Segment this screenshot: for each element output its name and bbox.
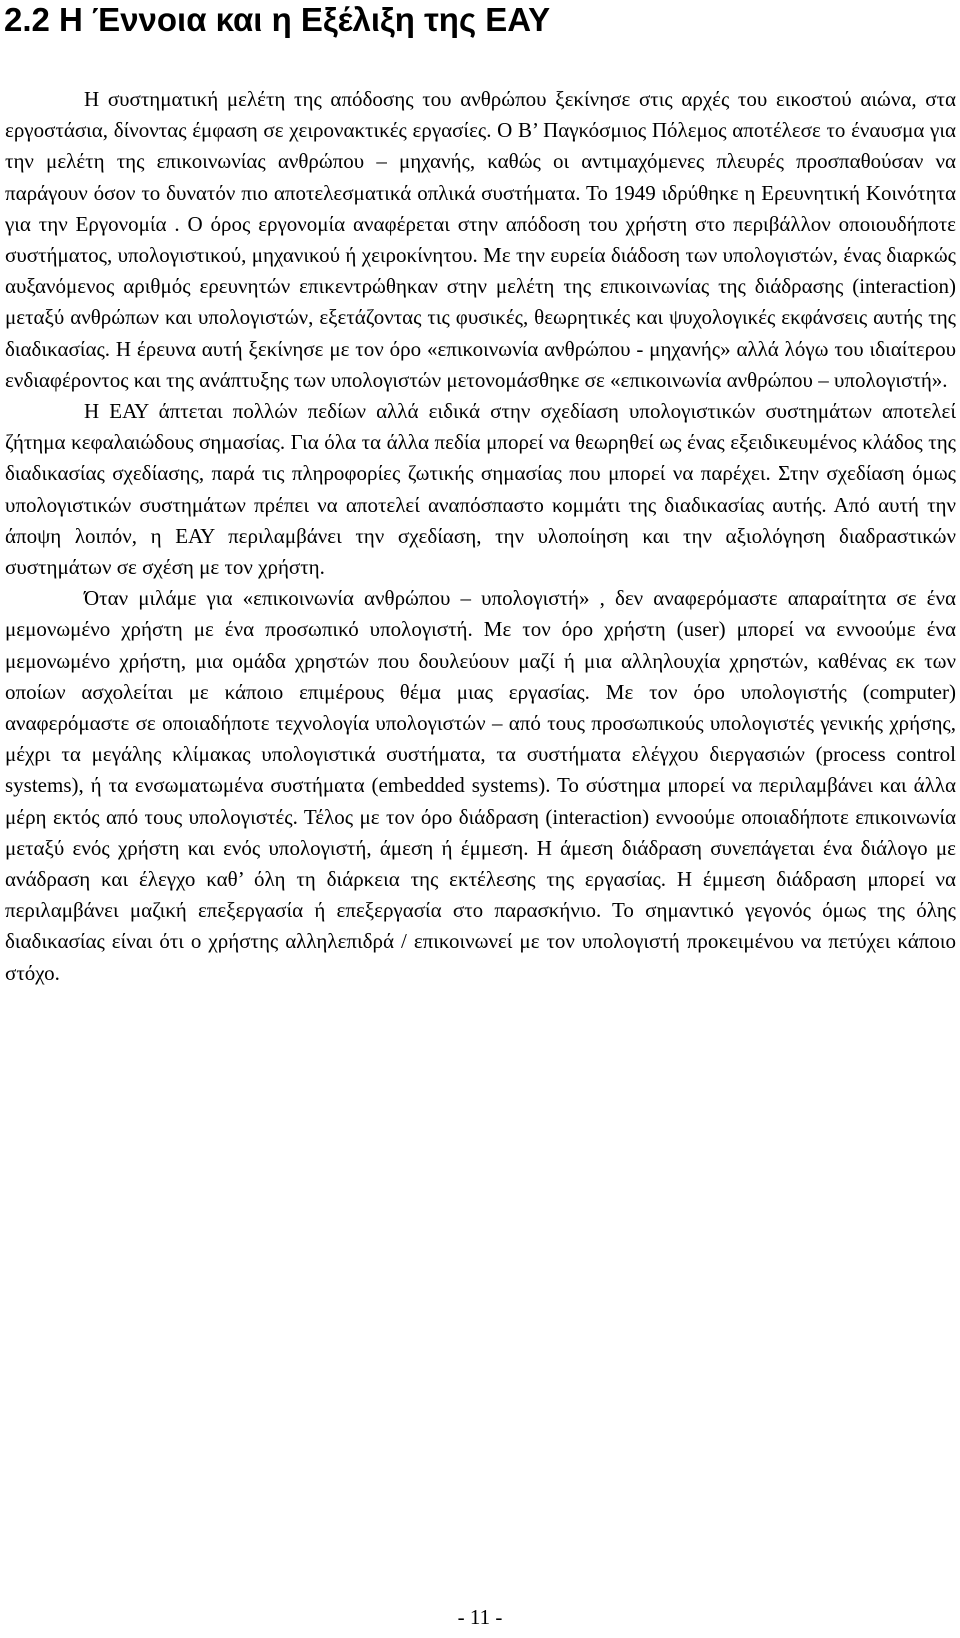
- body-text: [5, 84, 956, 989]
- paragraph-history: Η συστηματική μελέτη της απόδοσης του ανθρώπου ξεκίνησε στις αρχές του εικοστού αιώνα, στα εργοστάσια, δίνοντας έμφαση σε χειρονακτικές εργασίες. Ο Β’ Παγκόσμιος Πόλεμος αποτέλεσε το έναυσμα για την μελέτη της επικοινωνίας ανθρώπου – μηχανής, καθώς οι αντιμαχόμενες πλευρές προσπαθούσαν να παράγουν όσον το δυνατόν πιο αποτελεσματικά οπλικά συστήματα. Το 1949 ιδρύθηκε η Ερευνητική Κοινότητα για την Εργονομία . Ο όρος εργονομία αναφέρεται στην απόδοση του χρήστη στο περιβάλλον οποιουδήποτε συστήματος, υπολογιστικού, μηχανικού ή χειροκίνητου. Με την ευρεία διάδοση των υπολογιστών, ένας διαρκώς αυξανόμενος αριθμός ερευνητών επικεντρώθηκαν στην μελέτη της επικοινωνίας της διάδρασης (interaction) μεταξύ ανθρώπων και υπολογιστών, εξετάζοντας τις φυσικές, θεωρητικές και ψυχολογικές εκφάνσεις αυτής της διαδικασίας. Η έρευνα αυτή ξεκίνησε με τον όρο «επικοινωνία ανθρώπου - μηχανής» αλλά λόγω του ιδιαίτερου ενδιαφέροντος και της ανάπτυξης των υπολογιστών μετονομάσθηκε σε «επικοινωνία ανθρώπου – υπολογιστή».: [5, 87, 956, 392]
- paragraph-definitions: Όταν μιλάμε για «επικοινωνία ανθρώπου – υπολογιστή» , δεν αναφερόμαστε απαραίτητα σε ένα μεμονωμένο χρήστη με ένα προσωπικό υπολογιστή. Με τον όρο χρήστη (user) μπορεί να εννοούμε ένα μεμονωμένο χρήστη, μια ομάδα χρηστών που δουλεύουν μαζί ή μια αλληλουχία χρηστών, καθένας εκ των οποίων ασχολείται με κάποιο επιμέρους θέμα μιας εργασίας. Με τον όρο υπολογιστής (computer) αναφερόμαστε σε οποιαδήποτε τεχνολογία υπολογιστών – από τους προσωπικούς υπολογιστές γενικής χρήσης, μέχρι τα μεγάλης κλίμακας υπολογιστικά συστήματα, τα συστήματα ελέγχου διεργασιών (process control systems), ή τα ενσωματωμένα συστήματα (embedded systems). Το σύστημα μπορεί να περιλαμβάνει και άλλα μέρη εκτός από τους υπολογιστές. Τέλος με τον όρο διάδραση (interaction) εννοούμε οποιαδήποτε επικοινωνία μεταξύ ενός χρήστη και ενός υπολογιστή, άμεση ή έμμεση. Η άμεση διάδραση συνεπάγεται ένα διάλογο με ανάδραση και έλεγχο καθ’ όλη τη διάρκεια της εκτέλεσης της εργασίας. Η έμμεση διάδραση μπορεί να περιλαμβάνει μαζική επεξεργασία ή επεξεργασία στο παρασκήνιο. Το σημαντικό γεγονός όμως της όλης διαδικασίας είναι ότι ο χρήστης αλληλεπιδρά / επικοινωνεί με τον υπολογιστή προκειμένου να πετύχει κάποιο στόχο.: [5, 586, 956, 985]
- page-number: - 11 -: [457, 1605, 503, 1629]
- section-heading: 2.2 Η Έννοια και η Εξέλιξη της ΕΑΥ: [4, 1, 551, 38]
- paragraph-design: Η ΕΑΥ άπτεται πολλών πεδίων αλλά ειδικά στην σχεδίαση υπολογιστικών συστημάτων αποτελεί ζήτημα κεφαλαιώδους σημασίας. Για όλα τα άλλα πεδία μπορεί να θεωρηθεί ως ένας εξειδικευμένος κλάδος της διαδικασίας σχεδίασης, παρά τις πληροφορίες ζωτικής σημασίας που μπορεί να παρέχει. Στην σχεδίαση όμως υπολογιστικών συστημάτων πρέπει να αποτελεί αναπόσπαστο κομμάτι της διαδικασίας αυτής. Από αυτή την άποψη λοιπόν, η ΕΑΥ περιλαμβάνει την σχεδίαση, την υλοποίηση και την αξιολόγηση διαδραστικών συστημάτων σε σχέση με τον χρήστη.: [5, 399, 956, 580]
